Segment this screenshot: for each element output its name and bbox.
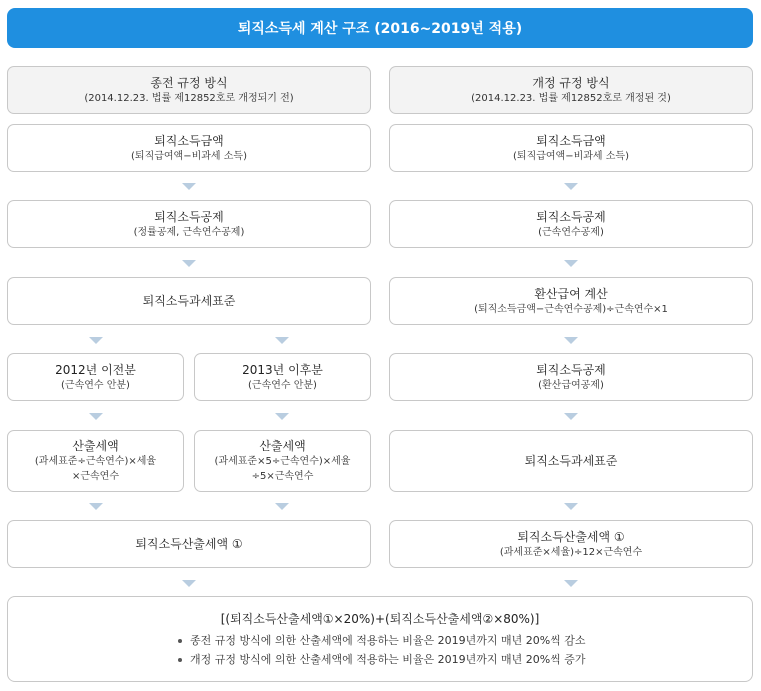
right-conv-deduction-title: 퇴직소득공제 bbox=[536, 362, 606, 377]
left-taxbase-title: 퇴직소득과세표준 bbox=[142, 294, 236, 308]
diagram-title: 퇴직소득세 계산 구조 (2016~2019년 적용) bbox=[7, 8, 753, 48]
right-conversion-sub: (퇴직소득금액−근속연수공제)÷근속연수×1 bbox=[474, 303, 668, 315]
calc-2013-formula: (과세표준×5÷근속연수)×세율 bbox=[214, 456, 351, 467]
split-2013-sub: (근속연수 안분) bbox=[248, 379, 317, 391]
arrow-down-icon bbox=[275, 413, 289, 420]
arrow-down-icon bbox=[564, 183, 578, 190]
calc-2013-title: 산출세액 bbox=[259, 439, 306, 453]
right-deduction-sub: (근속연수공제) bbox=[538, 226, 604, 238]
final-note-text: 종전 규정 방식에 의한 산출세액에 적용하는 비율은 2019년까지 매년 20%씩 감소 bbox=[190, 634, 586, 647]
bullet-icon bbox=[178, 639, 182, 643]
left-income-box bbox=[7, 124, 371, 172]
list-item bbox=[178, 631, 752, 650]
calc-2012-formula-cont: ×근속연수 bbox=[71, 471, 120, 482]
arrow-down-icon bbox=[275, 503, 289, 510]
list-item bbox=[178, 650, 752, 669]
arrow-down-icon bbox=[564, 580, 578, 587]
right-income-sub: (퇴직급여액−비과세 소득) bbox=[513, 150, 629, 162]
right-conversion-box bbox=[389, 277, 753, 325]
right-income-box bbox=[389, 124, 753, 172]
right-result-sub: (과세표준×세율)÷12×근속연수 bbox=[499, 546, 643, 558]
calc-2013-formula-cont: ÷5×근속연수 bbox=[251, 471, 314, 482]
calc-2013-box bbox=[194, 430, 371, 492]
calc-2012-formula: (과세표준÷근속연수)×세율 bbox=[34, 456, 157, 467]
left-deduction-sub: (정률공제, 근속연수공제) bbox=[133, 226, 245, 238]
arrow-down-icon bbox=[89, 413, 103, 420]
final-note-text: 개정 규정 방식에 의한 산출세액에 적용하는 비율은 2019년까지 매년 20%씩 증가 bbox=[190, 653, 586, 666]
left-deduction-title: 퇴직소득공제 bbox=[154, 209, 224, 224]
right-conv-deduction-box bbox=[389, 353, 753, 401]
arrow-down-icon bbox=[564, 260, 578, 267]
calc-2012-title: 산출세액 bbox=[72, 439, 119, 453]
left-header-sub: (2014.12.23. 법률 제12852호로 개정되기 전) bbox=[84, 92, 294, 104]
right-income-title: 퇴직소득금액 bbox=[536, 133, 606, 148]
arrow-down-icon bbox=[275, 337, 289, 344]
final-formula: [(퇴직소득산출세액①×20%)+(퇴직소득산출세액②×80%)] bbox=[220, 612, 540, 626]
split-2012-title: 2012년 이전분 bbox=[55, 362, 136, 377]
split-2013-box bbox=[194, 353, 371, 401]
arrow-down-icon bbox=[564, 413, 578, 420]
left-income-sub: (퇴직급여액−비과세 소득) bbox=[131, 150, 247, 162]
left-header-title: 종전 규정 방식 bbox=[150, 75, 228, 90]
final-notes-list bbox=[8, 631, 752, 669]
right-header-box bbox=[389, 66, 753, 114]
left-income-title: 퇴직소득금액 bbox=[154, 133, 224, 148]
arrow-down-icon bbox=[564, 337, 578, 344]
arrow-down-icon bbox=[182, 260, 196, 267]
right-conv-deduction-sub: (환산급여공제) bbox=[538, 379, 604, 391]
right-taxbase-box bbox=[389, 430, 753, 492]
arrow-down-icon bbox=[89, 503, 103, 510]
split-2012-sub: (근속연수 안분) bbox=[61, 379, 130, 391]
left-deduction-box bbox=[7, 200, 371, 248]
bullet-icon bbox=[178, 658, 182, 662]
left-header-box bbox=[7, 66, 371, 114]
left-result-box bbox=[7, 520, 371, 568]
left-taxbase-box bbox=[7, 277, 371, 325]
right-result-box bbox=[389, 520, 753, 568]
final-formula-box bbox=[7, 596, 753, 682]
arrow-down-icon bbox=[564, 503, 578, 510]
split-2013-title: 2013년 이후분 bbox=[242, 362, 323, 377]
left-result-title: 퇴직소득산출세액 ① bbox=[135, 537, 243, 551]
right-header-sub: (2014.12.23. 법률 제12852호로 개정된 것) bbox=[471, 92, 671, 104]
calc-2012-box bbox=[7, 430, 184, 492]
right-deduction-box bbox=[389, 200, 753, 248]
split-2012-box bbox=[7, 353, 184, 401]
arrow-down-icon bbox=[182, 183, 196, 190]
arrow-down-icon bbox=[89, 337, 103, 344]
right-deduction-title: 퇴직소득공제 bbox=[536, 209, 606, 224]
arrow-down-icon bbox=[182, 580, 196, 587]
right-header-title: 개정 규정 방식 bbox=[532, 75, 610, 90]
right-taxbase-title: 퇴직소득과세표준 bbox=[524, 454, 618, 468]
right-result-title: 퇴직소득산출세액 ① bbox=[517, 529, 625, 544]
right-conversion-title: 환산급여 계산 bbox=[534, 286, 608, 301]
